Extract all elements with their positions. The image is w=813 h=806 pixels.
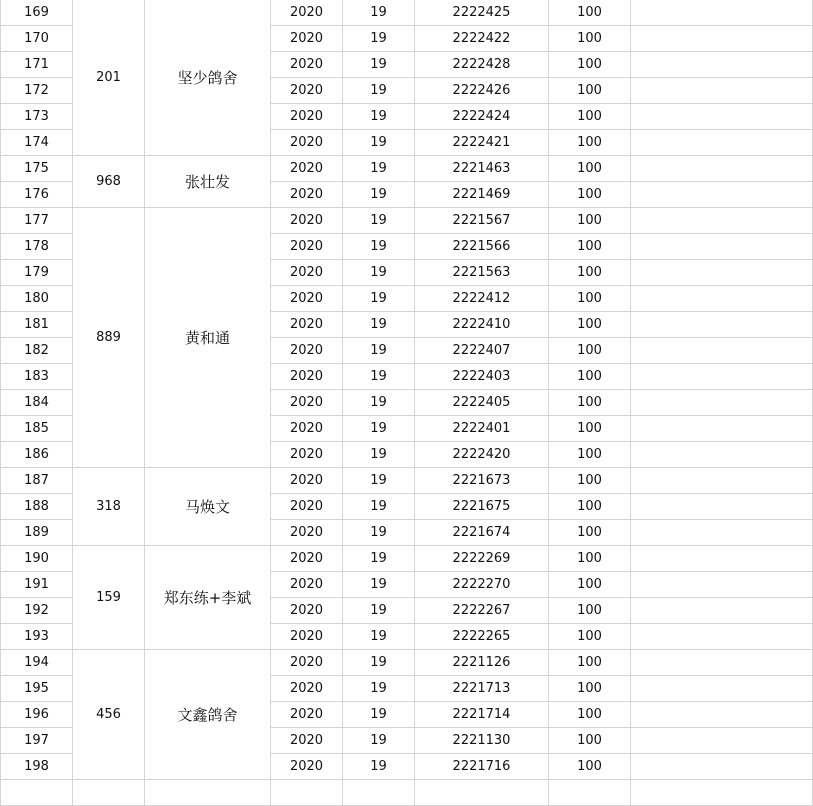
cell-ring[interactable]: 2222424 (415, 104, 549, 130)
cell-ring[interactable]: 2221673 (415, 468, 549, 494)
cell-owner[interactable]: 马焕文 (145, 468, 271, 546)
cell-score[interactable]: 100 (549, 26, 631, 52)
cell-year[interactable]: 2020 (271, 650, 343, 676)
cell-seq[interactable]: 171 (1, 52, 73, 78)
cell-empty[interactable] (631, 468, 813, 494)
cell-empty[interactable] (631, 520, 813, 546)
cell-score[interactable]: 100 (549, 442, 631, 468)
cell-empty[interactable] (631, 650, 813, 676)
cell-seq[interactable]: 172 (1, 78, 73, 104)
cell-owner[interactable]: 郑东练+李斌 (145, 546, 271, 650)
cell-code[interactable]: 19 (343, 52, 415, 78)
cell-score[interactable]: 100 (549, 624, 631, 650)
cell-empty[interactable] (631, 104, 813, 130)
cell-empty[interactable] (631, 130, 813, 156)
cell-year[interactable]: 2020 (271, 52, 343, 78)
cell-ring[interactable]: 2222426 (415, 78, 549, 104)
cell-empty[interactable] (631, 494, 813, 520)
cell-code[interactable]: 19 (343, 364, 415, 390)
cell-score[interactable]: 100 (549, 208, 631, 234)
cell-ring[interactable]: 2221463 (415, 156, 549, 182)
table-row (1, 468, 813, 494)
cell-score[interactable]: 100 (549, 130, 631, 156)
cell-empty[interactable] (631, 728, 813, 754)
cell-year[interactable]: 2020 (271, 338, 343, 364)
cell-year[interactable]: 2020 (271, 520, 343, 546)
cell-ring[interactable]: 2222421 (415, 130, 549, 156)
cell-seq[interactable]: 169 (1, 0, 73, 26)
cell-empty[interactable] (631, 260, 813, 286)
cell-empty[interactable] (549, 780, 631, 806)
table-row (1, 0, 813, 26)
cell-code[interactable]: 19 (343, 78, 415, 104)
cell-ring[interactable]: 2222425 (415, 0, 549, 26)
cell-score[interactable]: 100 (549, 702, 631, 728)
cell-ring[interactable]: 2222269 (415, 546, 549, 572)
cell-seq[interactable]: 181 (1, 312, 73, 338)
cell-year[interactable]: 2020 (271, 364, 343, 390)
cell-ring[interactable]: 2222410 (415, 312, 549, 338)
cell-score[interactable]: 100 (549, 260, 631, 286)
cell-code[interactable]: 19 (343, 728, 415, 754)
cell-ring[interactable]: 2221675 (415, 494, 549, 520)
cell-year[interactable]: 2020 (271, 728, 343, 754)
cell-code[interactable]: 19 (343, 208, 415, 234)
cell-empty[interactable] (631, 702, 813, 728)
cell-year[interactable]: 2020 (271, 442, 343, 468)
cell-code[interactable]: 19 (343, 546, 415, 572)
cell-ring[interactable]: 2221714 (415, 702, 549, 728)
cell-score[interactable]: 100 (549, 234, 631, 260)
cell-year[interactable]: 2020 (271, 208, 343, 234)
cell-ring[interactable]: 2221469 (415, 182, 549, 208)
cell-ring[interactable]: 2221716 (415, 754, 549, 780)
table-row (1, 208, 813, 234)
cell-empty[interactable] (271, 780, 343, 806)
cell-year[interactable]: 2020 (271, 104, 343, 130)
table-row (1, 650, 813, 676)
cell-code[interactable]: 19 (343, 0, 415, 26)
cell-code[interactable]: 19 (343, 286, 415, 312)
cell-seq[interactable]: 192 (1, 598, 73, 624)
cell-empty[interactable] (631, 780, 813, 806)
cell-year[interactable]: 2020 (271, 546, 343, 572)
cell-code[interactable]: 19 (343, 26, 415, 52)
cell-code[interactable]: 19 (343, 104, 415, 130)
cell-ring[interactable]: 2221713 (415, 676, 549, 702)
cell-ring[interactable]: 2221126 (415, 650, 549, 676)
cell-empty[interactable] (631, 234, 813, 260)
cell-code[interactable]: 19 (343, 624, 415, 650)
cell-empty[interactable] (631, 286, 813, 312)
cell-empty[interactable] (631, 676, 813, 702)
cell-empty[interactable] (631, 598, 813, 624)
cell-code[interactable]: 19 (343, 468, 415, 494)
cell-empty[interactable] (631, 156, 813, 182)
cell-empty[interactable] (631, 312, 813, 338)
cell-seq[interactable]: 178 (1, 234, 73, 260)
cell-score[interactable]: 100 (549, 0, 631, 26)
cell-loft-id[interactable]: 201 (73, 0, 145, 156)
cell-score[interactable]: 100 (549, 546, 631, 572)
cell-score[interactable]: 100 (549, 572, 631, 598)
cell-score[interactable]: 100 (549, 390, 631, 416)
cell-score[interactable]: 100 (549, 156, 631, 182)
cell-seq[interactable]: 184 (1, 390, 73, 416)
cell-year[interactable]: 2020 (271, 598, 343, 624)
cell-loft-id[interactable]: 889 (73, 208, 145, 468)
cell-seq[interactable]: 197 (1, 728, 73, 754)
cell-seq[interactable]: 183 (1, 364, 73, 390)
cell-empty[interactable] (631, 52, 813, 78)
cell-ring[interactable]: 2222405 (415, 390, 549, 416)
cell-seq[interactable]: 187 (1, 468, 73, 494)
cell-score[interactable]: 100 (549, 286, 631, 312)
cell-year[interactable]: 2020 (271, 286, 343, 312)
cell-year[interactable]: 2020 (271, 260, 343, 286)
cell-owner[interactable]: 坚少鸽舍 (145, 0, 271, 156)
cell-loft-id[interactable]: 159 (73, 546, 145, 650)
cell-ring[interactable]: 2221563 (415, 260, 549, 286)
cell-code[interactable]: 19 (343, 156, 415, 182)
cell-ring[interactable]: 2222401 (415, 416, 549, 442)
cell-empty[interactable] (631, 338, 813, 364)
cell-ring[interactable]: 2222428 (415, 52, 549, 78)
cell-empty[interactable] (343, 780, 415, 806)
cell-year[interactable]: 2020 (271, 312, 343, 338)
cell-seq[interactable]: 179 (1, 260, 73, 286)
cell-ring[interactable]: 2222412 (415, 286, 549, 312)
cell-score[interactable]: 100 (549, 468, 631, 494)
cell-year[interactable]: 2020 (271, 702, 343, 728)
cell-seq[interactable]: 176 (1, 182, 73, 208)
cell-year[interactable]: 2020 (271, 754, 343, 780)
cell-code[interactable]: 19 (343, 182, 415, 208)
cell-empty[interactable] (73, 780, 145, 806)
cell-seq[interactable]: 188 (1, 494, 73, 520)
cell-code[interactable]: 19 (343, 416, 415, 442)
cell-code[interactable]: 19 (343, 572, 415, 598)
cell-seq[interactable]: 196 (1, 702, 73, 728)
cell-code[interactable]: 19 (343, 442, 415, 468)
cell-empty[interactable] (145, 780, 271, 806)
cell-ring[interactable]: 2222265 (415, 624, 549, 650)
cell-score[interactable]: 100 (549, 650, 631, 676)
cell-seq[interactable]: 198 (1, 754, 73, 780)
cell-empty[interactable] (631, 546, 813, 572)
cell-owner[interactable]: 文鑫鸽舍 (145, 650, 271, 780)
cell-code[interactable]: 19 (343, 598, 415, 624)
cell-score[interactable]: 100 (549, 312, 631, 338)
cell-empty[interactable] (631, 754, 813, 780)
cell-ring[interactable]: 2222407 (415, 338, 549, 364)
cell-code[interactable]: 19 (343, 260, 415, 286)
cell-year[interactable]: 2020 (271, 0, 343, 26)
cell-seq[interactable]: 193 (1, 624, 73, 650)
cell-empty[interactable] (631, 624, 813, 650)
cell-code[interactable]: 19 (343, 702, 415, 728)
cell-ring[interactable]: 2221567 (415, 208, 549, 234)
cell-year[interactable]: 2020 (271, 182, 343, 208)
cell-ring[interactable]: 2222403 (415, 364, 549, 390)
cell-score[interactable]: 100 (549, 676, 631, 702)
cell-ring[interactable]: 2222270 (415, 572, 549, 598)
cell-seq[interactable]: 195 (1, 676, 73, 702)
cell-seq[interactable]: 185 (1, 416, 73, 442)
cell-loft-id[interactable]: 456 (73, 650, 145, 780)
cell-seq[interactable]: 190 (1, 546, 73, 572)
cell-code[interactable]: 19 (343, 494, 415, 520)
cell-year[interactable]: 2020 (271, 26, 343, 52)
cell-year[interactable]: 2020 (271, 390, 343, 416)
cell-empty[interactable] (631, 0, 813, 26)
cell-empty[interactable] (631, 390, 813, 416)
cell-year[interactable]: 2020 (271, 468, 343, 494)
cell-code[interactable]: 19 (343, 650, 415, 676)
cell-year[interactable]: 2020 (271, 234, 343, 260)
cell-empty[interactable] (631, 208, 813, 234)
cell-seq[interactable]: 174 (1, 130, 73, 156)
cell-loft-id[interactable]: 318 (73, 468, 145, 546)
cell-seq[interactable]: 189 (1, 520, 73, 546)
cell-ring[interactable]: 2222420 (415, 442, 549, 468)
cell-year[interactable]: 2020 (271, 624, 343, 650)
cell-empty[interactable] (631, 78, 813, 104)
table-row (1, 546, 813, 572)
cell-score[interactable]: 100 (549, 364, 631, 390)
cell-seq[interactable]: 175 (1, 156, 73, 182)
cell-year[interactable]: 2020 (271, 156, 343, 182)
cell-seq[interactable]: 182 (1, 338, 73, 364)
cell-score[interactable]: 100 (549, 52, 631, 78)
cell-code[interactable]: 19 (343, 130, 415, 156)
cell-score[interactable]: 100 (549, 338, 631, 364)
cell-code[interactable]: 19 (343, 520, 415, 546)
cell-owner[interactable]: 黄和通 (145, 208, 271, 468)
cell-empty[interactable] (1, 780, 73, 806)
cell-score[interactable]: 100 (549, 598, 631, 624)
cell-code[interactable]: 19 (343, 754, 415, 780)
cell-seq[interactable]: 186 (1, 442, 73, 468)
cell-empty[interactable] (631, 26, 813, 52)
cell-year[interactable]: 2020 (271, 416, 343, 442)
cell-seq[interactable]: 177 (1, 208, 73, 234)
cell-score[interactable]: 100 (549, 416, 631, 442)
cell-code[interactable]: 19 (343, 338, 415, 364)
cell-code[interactable]: 19 (343, 676, 415, 702)
cell-seq[interactable]: 180 (1, 286, 73, 312)
cell-code[interactable]: 19 (343, 234, 415, 260)
cell-ring[interactable]: 2221566 (415, 234, 549, 260)
cell-ring[interactable]: 2221674 (415, 520, 549, 546)
cell-empty[interactable] (631, 182, 813, 208)
cell-score[interactable]: 100 (549, 728, 631, 754)
cell-empty[interactable] (415, 780, 549, 806)
cell-score[interactable]: 100 (549, 78, 631, 104)
cell-score[interactable]: 100 (549, 754, 631, 780)
cell-empty[interactable] (631, 442, 813, 468)
cell-year[interactable]: 2020 (271, 78, 343, 104)
cell-score[interactable]: 100 (549, 104, 631, 130)
cell-loft-id[interactable]: 968 (73, 156, 145, 208)
cell-empty[interactable] (631, 416, 813, 442)
cell-year[interactable]: 2020 (271, 494, 343, 520)
cell-empty[interactable] (631, 364, 813, 390)
cell-score[interactable]: 100 (549, 182, 631, 208)
table-row (1, 780, 813, 806)
cell-score[interactable]: 100 (549, 520, 631, 546)
cell-ring[interactable]: 2222422 (415, 26, 549, 52)
cell-seq[interactable]: 194 (1, 650, 73, 676)
cell-seq[interactable]: 173 (1, 104, 73, 130)
cell-ring[interactable]: 2221130 (415, 728, 549, 754)
cell-year[interactable]: 2020 (271, 130, 343, 156)
cell-empty[interactable] (631, 572, 813, 598)
cell-ring[interactable]: 2222267 (415, 598, 549, 624)
cell-seq[interactable]: 170 (1, 26, 73, 52)
cell-year[interactable]: 2020 (271, 676, 343, 702)
cell-score[interactable]: 100 (549, 494, 631, 520)
cell-code[interactable]: 19 (343, 390, 415, 416)
cell-year[interactable]: 2020 (271, 572, 343, 598)
cell-owner[interactable]: 张壮发 (145, 156, 271, 208)
cell-seq[interactable]: 191 (1, 572, 73, 598)
cell-code[interactable]: 19 (343, 312, 415, 338)
table-row (1, 156, 813, 182)
